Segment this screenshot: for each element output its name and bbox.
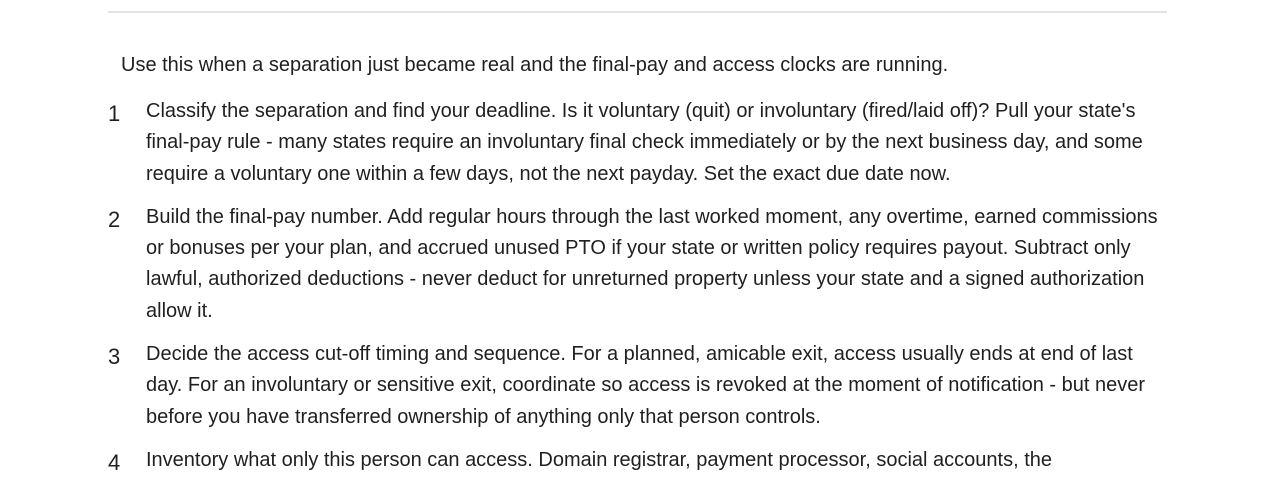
step-number: 4 bbox=[108, 449, 121, 475]
step-text: Inventory what only this person can access. Domain registrar, payment processor, social accounts, the bbox=[146, 448, 1052, 471]
step-item bbox=[108, 202, 1168, 327]
step-item bbox=[108, 445, 1168, 476]
steps-list bbox=[108, 96, 1168, 488]
step-text: Build the final-pay number. Add regular hours through the last worked moment, any overtime, earned commissions or bonuses per your plan, and accrued unused PTO if your state or written policy requires payout. Subtract only lawful, authorized deductions - never deduct for unreturned property unless your state and a signed authorization allow it. bbox=[146, 205, 1158, 322]
section-divider bbox=[108, 11, 1167, 13]
step-number: 2 bbox=[108, 206, 121, 232]
step-text: Classify the separation and find your deadline. Is it voluntary (quit) or involuntary (fired/laid off)? Pull your state's final-pay rule - many states require an involuntary final check immediately or by the next business day, and some require a voluntary one within a few days, not the next payday. Set the exact due date now. bbox=[146, 100, 1143, 185]
step-text: Decide the access cut-off timing and sequence. For a planned, amicable exit, access usually ends at end of last day. For an involuntary or sensitive exit, coordinate so access is revoked at the moment of notification - but never before you have transferred ownership of anything only that person controls. bbox=[146, 343, 1146, 428]
step-number: 1 bbox=[108, 101, 121, 126]
step-number: 3 bbox=[108, 344, 121, 370]
intro-text: Use this when a separation just became real and the final-pay and access clocks are running. bbox=[121, 54, 949, 76]
step-item bbox=[108, 339, 1168, 433]
step-item bbox=[108, 96, 1168, 190]
